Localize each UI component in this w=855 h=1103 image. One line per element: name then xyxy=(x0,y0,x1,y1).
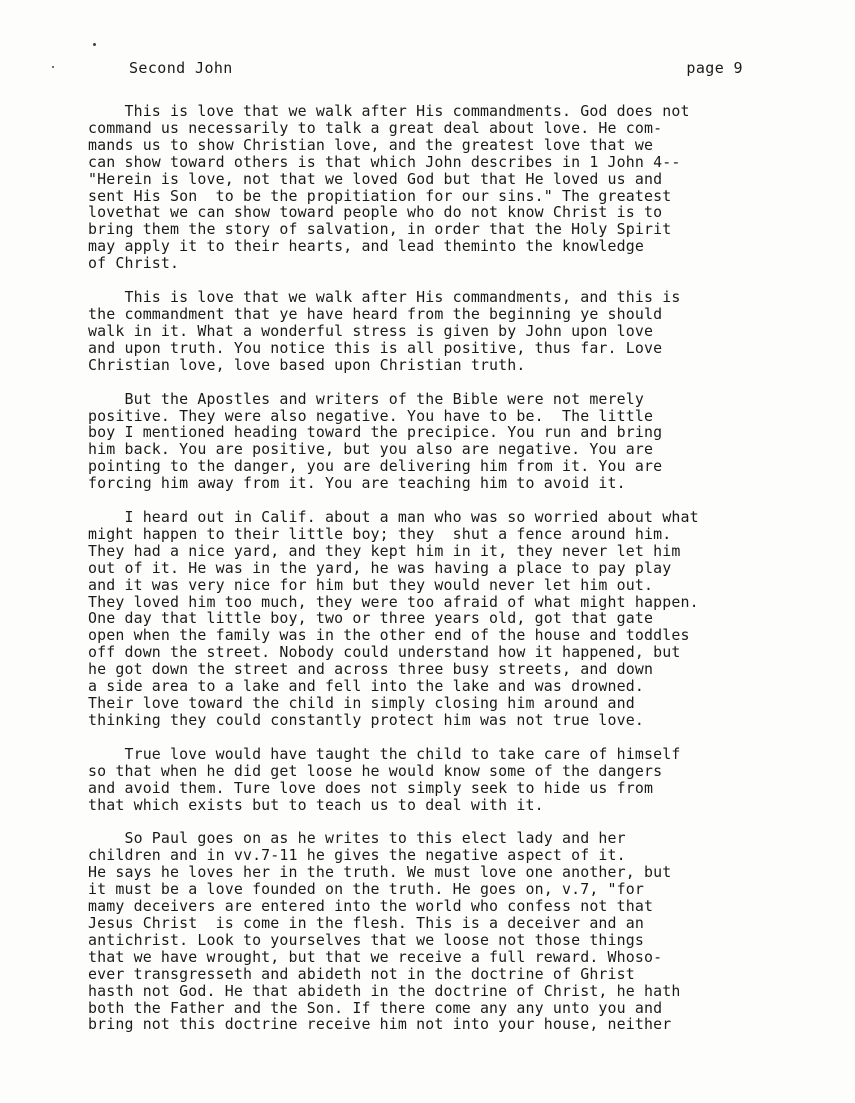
paragraph xyxy=(88,746,778,814)
text-line: So Paul goes on as he writes to this elect lady and her xyxy=(88,829,626,848)
text-line: and upon truth. You notice this is all positive, thus far. Love xyxy=(88,338,663,357)
text-line: forcing him away from it. You are teaching him to avoid it. xyxy=(88,474,626,493)
page-number: page 9 xyxy=(686,59,743,77)
text-line: positive. They were also negative. You have to be. The little xyxy=(88,406,654,425)
text-line: Christian love, love based upon Christian truth. xyxy=(88,355,526,374)
text-line: a side area to a lake and fell into the lake and was drowned. xyxy=(88,677,645,696)
text-line: him back. You are positive, but you also are negative. You are xyxy=(88,440,654,459)
text-line: bring not this doctrine receive him not into your house, neither xyxy=(88,1015,672,1034)
text-line: that we have wrought, but that we receive a full reward. Whoso- xyxy=(88,947,663,966)
text-line: They had a nice yard, and they kept him in it, they never let him xyxy=(88,541,681,560)
text-line: lovethat we can show toward people who do not know Christ is to xyxy=(88,203,663,222)
page-header xyxy=(129,59,743,79)
text-line: open when the family was in the other end of the house and toddles xyxy=(88,626,690,645)
document-title: Second John xyxy=(129,59,233,77)
text-line: mands us to show Christian love, and the greatest love that we xyxy=(88,135,654,154)
text-line: that which exists but to teach us to deal with it. xyxy=(88,795,544,814)
text-line: They loved him too much, they were too afraid of what might happen. xyxy=(88,592,699,611)
text-line: command us necessarily to talk a great deal about love. He com- xyxy=(88,118,663,137)
text-line: the commandment that ye have heard from the beginning ye should xyxy=(88,304,663,323)
text-line: of Christ. xyxy=(88,254,180,273)
text-line: both the Father and the Son. If there come any any unto you and xyxy=(88,998,663,1017)
text-line: so that when he did get loose he would know some of the dangers xyxy=(88,761,663,780)
paragraph xyxy=(88,509,778,729)
ink-speck xyxy=(93,43,96,46)
text-line: and avoid them. Ture love does not simply seek to hide us from xyxy=(88,778,654,797)
text-line: may apply it to their hearts, and lead theminto the knowledge xyxy=(88,237,645,256)
text-line: bring them the story of salvation, in order that the Holy Spirit xyxy=(88,220,672,239)
text-line: Jesus Christ is come in the flesh. This is a deceiver and an xyxy=(88,913,645,932)
text-line: Their love toward the child in simply closing him around and xyxy=(88,694,635,712)
text-line: thinking they could constantly protect him was not true love. xyxy=(88,710,645,729)
text-line: out of it. He was in the yard, he was having a place to pay play xyxy=(88,558,672,577)
text-line: He says he loves her in the truth. We must love one another, but xyxy=(88,863,672,882)
text-line: might happen to their little boy; they shut a fence around him. xyxy=(88,524,672,543)
text-line: sent His Son to be the propitiation for our sins." The greatest xyxy=(88,186,672,205)
text-line: hasth not God. He that abideth in the doctrine of Christ, he hath xyxy=(88,981,681,1000)
text-line: This is love that we walk after His commandments, and this is xyxy=(88,288,681,307)
text-line: can show toward others is that which John describes in 1 John 4-- xyxy=(88,152,681,171)
text-line: he got down the street and across three busy streets, and down xyxy=(88,660,654,679)
text-line: True love would have taught the child to take care of himself xyxy=(88,744,681,763)
text-line: mamy deceivers are entered into the world who confess not that xyxy=(88,897,654,916)
text-line: children and in vv.7-11 he gives the negative aspect of it. xyxy=(88,846,626,865)
text-line: pointing to the danger, you are delivering him from it. You are xyxy=(88,457,663,476)
text-line: "Herein is love, not that we loved God but that He loved us and xyxy=(88,169,663,188)
ink-speck xyxy=(52,66,54,68)
text-line: One day that little boy, two or three years old, got that gate xyxy=(88,609,654,628)
text-line: off down the street. Nobody could understand how it happened, but xyxy=(88,643,681,662)
paragraph xyxy=(88,103,778,272)
text-line: it must be a love founded on the truth. He goes on, v.7, "for xyxy=(88,880,645,899)
paragraph xyxy=(88,391,778,492)
text-line: boy I mentioned heading toward the precipice. You run and bring xyxy=(88,423,663,442)
text-line: walk in it. What a wonderful stress is given by John upon love xyxy=(88,321,654,340)
text-line: I heard out in Calif. about a man who was so worried about what xyxy=(88,508,699,527)
paragraph xyxy=(88,830,778,1033)
page-body xyxy=(88,103,778,1050)
text-line: antichrist. Look to yourselves that we loose not those things xyxy=(88,930,645,949)
text-line: This is love that we walk after His commandments. God does not xyxy=(88,102,690,120)
text-line: ever transgresseth and abideth not in the doctrine of Ghrist xyxy=(88,964,635,983)
text-line: and it was very nice for him but they would never let him out. xyxy=(88,575,654,594)
paragraph xyxy=(88,289,778,374)
text-line: But the Apostles and writers of the Bible were not merely xyxy=(88,389,645,408)
